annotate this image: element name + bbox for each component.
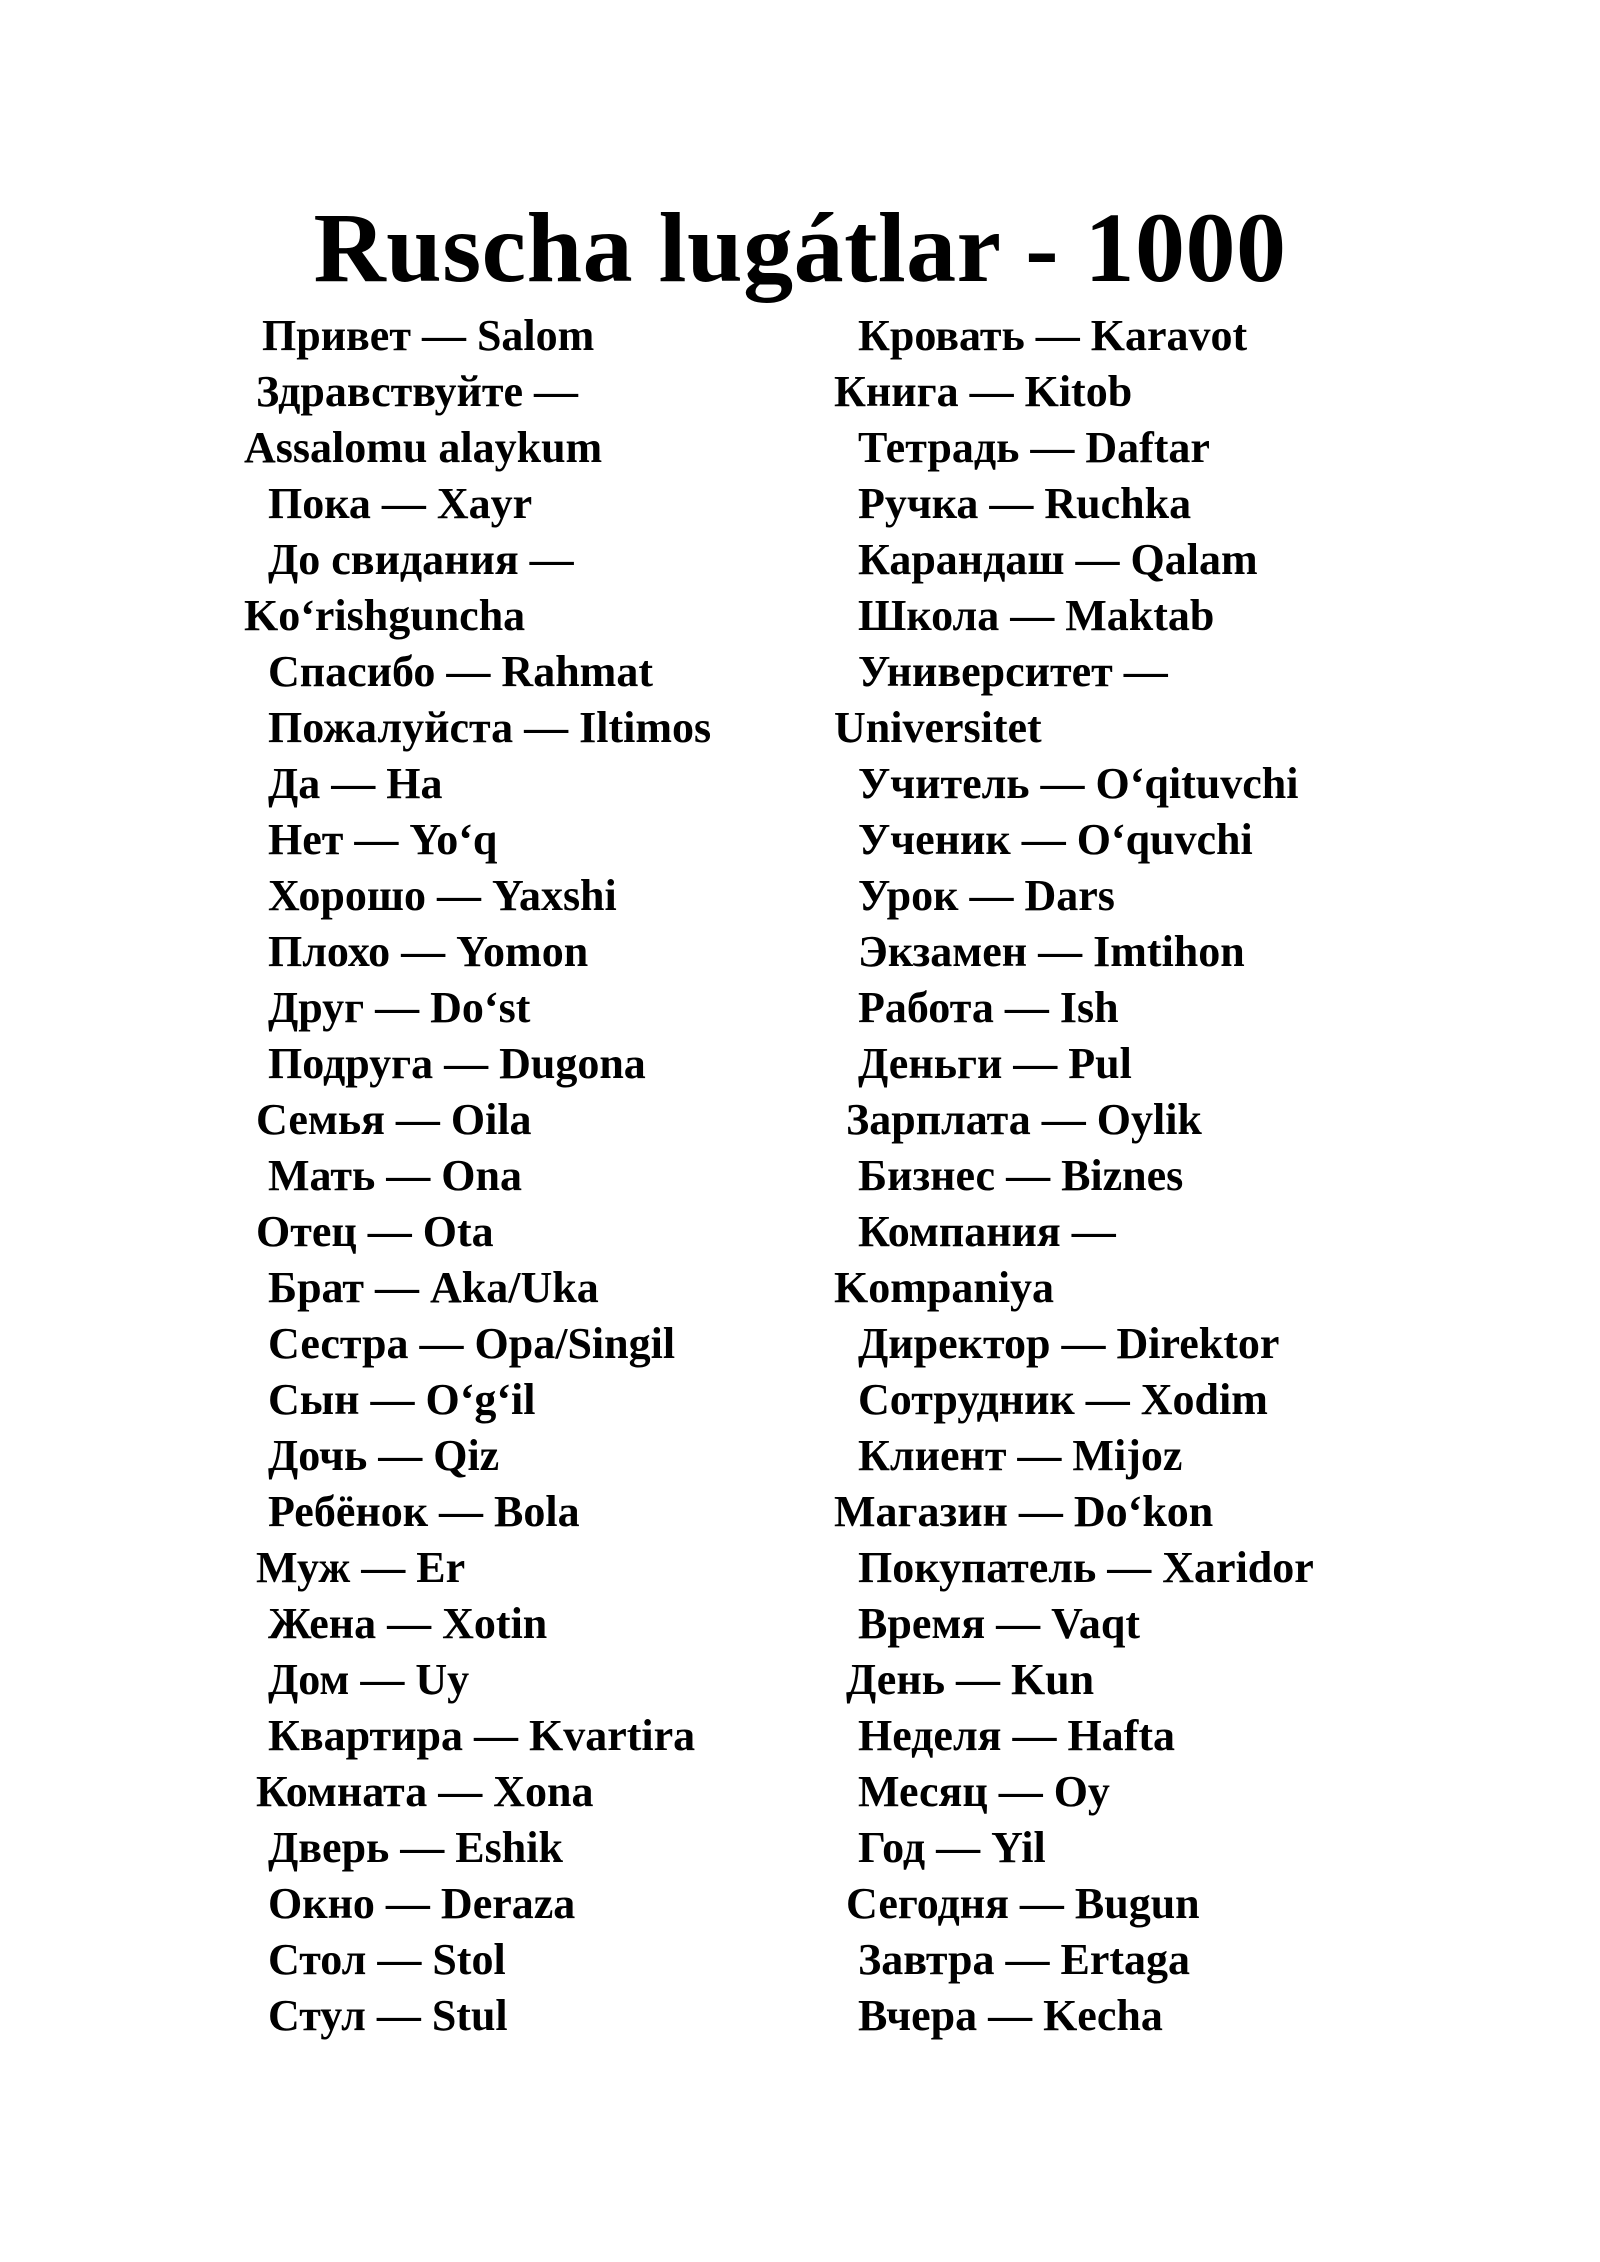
- right-word-entry: Сотрудник — Xodim: [858, 1375, 1268, 1424]
- left-word-entry: Дом — Uy: [268, 1655, 470, 1704]
- left-word-entry: Нет — Yo‘q: [268, 815, 498, 864]
- left-word-entry: Комната — Xona: [256, 1767, 594, 1816]
- right-word-entry: Клиент — Mijoz: [858, 1431, 1183, 1480]
- left-word-entry: Спасибо — Rahmat: [268, 647, 653, 696]
- right-word-entry: Бизнес — Biznes: [858, 1151, 1184, 1200]
- right-word-entry: Деньги — Pul: [858, 1039, 1132, 1088]
- left-word-entry: Сын — O‘g‘il: [268, 1375, 536, 1424]
- left-word-column: [244, 308, 711, 2044]
- left-word-entry: Да — Ha: [268, 759, 443, 808]
- left-word-entry: Квартира — Kvartira: [268, 1711, 696, 1760]
- right-word-entry: Kompaniya: [834, 1263, 1055, 1312]
- right-word-entry: Работа — Ish: [858, 983, 1119, 1032]
- left-word-entry: Дверь — Eshik: [268, 1823, 563, 1872]
- left-word-entry: Семья — Oila: [256, 1095, 532, 1144]
- right-word-entry: Время — Vaqt: [858, 1599, 1140, 1648]
- right-word-entry: Директор — Direktor: [858, 1319, 1280, 1368]
- right-word-entry: Зарплата — Oylik: [846, 1095, 1202, 1144]
- right-word-column: [834, 308, 1314, 2044]
- left-word-entry: Жена — Xotin: [268, 1599, 548, 1648]
- right-word-entry: Университет —: [858, 647, 1168, 696]
- right-word-entry: Ручка — Ruchka: [858, 479, 1192, 528]
- page-title: Ruscha lugátlar - 1000: [313, 192, 1287, 303]
- left-word-entry: Стол — Stol: [268, 1935, 506, 1984]
- left-word-entry: Отец — Ota: [256, 1207, 494, 1256]
- left-word-entry: Привет — Salom: [262, 311, 595, 360]
- right-word-entry: Неделя — Hafta: [858, 1711, 1175, 1760]
- left-word-entry: Муж — Er: [256, 1543, 466, 1592]
- right-word-entry: Год — Yil: [858, 1823, 1046, 1872]
- right-word-entry: Карандаш — Qalam: [858, 535, 1258, 584]
- right-word-entry: Урок — Dars: [858, 871, 1115, 920]
- left-word-entry: Ребёнок — Bola: [268, 1487, 580, 1536]
- right-word-entry: День — Kun: [846, 1655, 1095, 1704]
- left-word-entry: Пока — Xayr: [268, 479, 533, 528]
- left-word-entry: Плохо — Yomon: [268, 927, 589, 976]
- right-word-entry: Ученик — O‘quvchi: [858, 815, 1253, 864]
- right-word-entry: Школа — Maktab: [858, 591, 1215, 640]
- left-word-entry: Сестра — Opa/Singil: [268, 1319, 676, 1368]
- right-word-entry: Вчера — Kecha: [858, 1991, 1163, 2040]
- left-word-entry: Стул — Stul: [268, 1991, 508, 2040]
- left-word-entry: Окно — Deraza: [268, 1879, 576, 1928]
- left-word-entry: Хорошо — Yaxshi: [268, 871, 617, 920]
- right-word-entry: Покупатель — Xaridor: [858, 1543, 1314, 1592]
- left-word-entry: До свидания —: [268, 535, 574, 584]
- left-word-entry: Подруга — Dugona: [268, 1039, 646, 1088]
- right-word-entry: Кровать — Karavot: [858, 311, 1248, 360]
- right-word-entry: Учитель — O‘qituvchi: [858, 759, 1299, 808]
- right-word-entry: Экзамен — Imtihon: [858, 927, 1245, 976]
- right-word-entry: Компания —: [858, 1207, 1116, 1256]
- right-word-entry: Месяц — Oy: [858, 1767, 1110, 1816]
- left-word-entry: Здравствуйте —: [256, 367, 579, 416]
- right-word-entry: Тетрадь — Daftar: [858, 423, 1210, 472]
- left-word-entry: Assalomu alaykum: [244, 423, 603, 472]
- left-word-entry: Пожалуйста — Iltimos: [268, 703, 712, 752]
- left-word-entry: Мать — Ona: [268, 1151, 522, 1200]
- left-word-entry: Ko‘rishguncha: [244, 591, 526, 640]
- right-word-entry: Сегодня — Bugun: [846, 1879, 1200, 1928]
- left-word-entry: Дочь — Qiz: [268, 1431, 500, 1480]
- right-word-entry: Магазин — Do‘kon: [834, 1487, 1214, 1536]
- left-word-entry: Брат — Aka/Uka: [268, 1263, 599, 1312]
- right-word-entry: Книга — Kitob: [834, 367, 1133, 416]
- right-word-entry: Universitet: [834, 703, 1042, 752]
- right-word-entry: Завтра — Ertaga: [858, 1935, 1191, 1984]
- left-word-entry: Друг — Do‘st: [268, 983, 531, 1032]
